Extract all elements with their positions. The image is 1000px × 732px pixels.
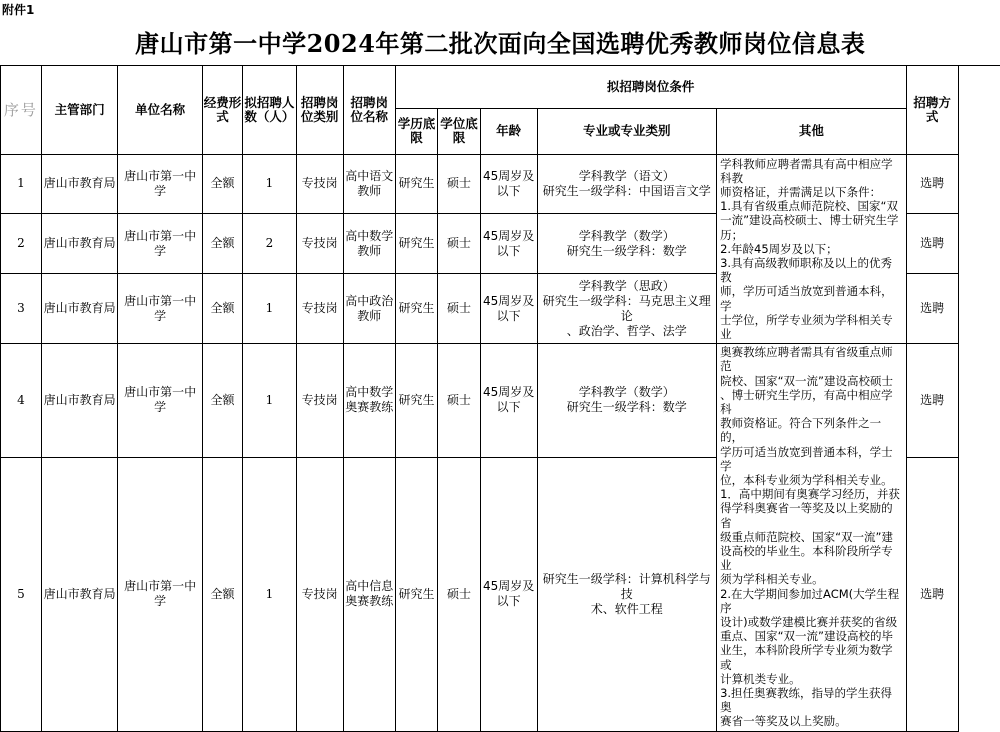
cell-department: 唐山市教育局 <box>41 214 118 274</box>
cell-method: 选聘 <box>906 154 958 214</box>
header-seq: 序号 <box>1 65 42 154</box>
header-other: 其他 <box>717 108 907 154</box>
cell-method: 选聘 <box>906 274 958 344</box>
other-line: 业生，本科阶段所学专业须为数学或 <box>720 643 903 671</box>
table-row <box>1 154 1000 214</box>
header-department: 主管部门 <box>41 65 118 154</box>
other-line: 赛省一等奖及以上奖励。 <box>720 714 903 728</box>
cell-degree: 硕士 <box>438 344 481 457</box>
attachment-row <box>1 0 1000 23</box>
cell-post-type: 专技岗 <box>296 154 343 214</box>
header-degree: 学位底限 <box>438 108 481 154</box>
cell-department: 唐山市教育局 <box>41 274 118 344</box>
other-line: 历； <box>720 228 903 242</box>
attachment-label: 附件1 <box>2 1 34 19</box>
cell-post-name: 高中信息奥赛教练 <box>343 457 395 731</box>
cell-department: 唐山市教育局 <box>41 154 118 214</box>
major-line: 研究生一级学科：计算机科学与技 <box>539 572 716 602</box>
cell-other-teacher <box>717 154 907 344</box>
cell-seq: 4 <box>1 344 42 457</box>
header-funding: 经费形式 <box>202 65 243 154</box>
other-line: 3.担任奥赛教练，指导的学生获得奥 <box>720 686 903 714</box>
other-line: 士学位，所学专业须为学科相关专业 <box>720 313 903 341</box>
other-line: 、博士研究生学历，有高中相应学科 <box>720 388 903 416</box>
cell-education: 研究生 <box>395 214 438 274</box>
major-line: 学科教学（数学） <box>539 385 716 400</box>
cell-age: 45周岁及以下 <box>480 154 537 214</box>
cell-seq: 2 <box>1 214 42 274</box>
cell-post-type: 专技岗 <box>296 274 343 344</box>
cell-post-name: 高中语文教师 <box>343 154 395 214</box>
cell-education: 研究生 <box>395 344 438 457</box>
cell-method: 选聘 <box>906 344 958 457</box>
other-line: 一流”建设高校硕士、博士研究生学 <box>720 213 903 227</box>
header-post-type: 招聘岗位类别 <box>296 65 343 154</box>
cell-seq: 1 <box>1 154 42 214</box>
other-line: 学历可适当放宽到普通本科，学士学 <box>720 445 903 473</box>
other-line: 须为学科相关专业。 <box>720 572 903 586</box>
other-line: 计算机类专业。 <box>720 672 903 686</box>
cell-major <box>537 214 717 274</box>
other-line: 师，学历可适当放宽到普通本科，学 <box>720 284 903 312</box>
cell-funding: 全额 <box>202 154 243 214</box>
cell-method: 选聘 <box>906 457 958 731</box>
cell-post-type: 专技岗 <box>296 344 343 457</box>
cell-unit: 唐山市第一中学 <box>118 274 202 344</box>
cell-seq: 5 <box>1 457 42 731</box>
other-line: 1.具有省级重点师范院校、国家“双 <box>720 199 903 213</box>
cell-post-name: 高中数学教师 <box>343 214 395 274</box>
cell-funding: 全额 <box>202 344 243 457</box>
header-unit: 单位名称 <box>118 65 202 154</box>
cell-education: 研究生 <box>395 457 438 731</box>
other-line: 2.年龄45周岁及以下； <box>720 242 903 256</box>
major-line: 学科教学（数学） <box>539 229 716 244</box>
cell-seq: 3 <box>1 274 42 344</box>
page-title: 唐山市第一中学2024年第二批次面向全国选聘优秀教师岗位信息表 <box>1 23 1000 65</box>
other-line: 设高校的毕业生。本科阶段所学专业 <box>720 544 903 572</box>
header-method: 招聘方式 <box>906 65 958 154</box>
other-line: 学科教师应聘者需具有高中相应学科教 <box>720 157 903 185</box>
header-age: 年龄 <box>480 108 537 154</box>
table-row <box>1 344 1000 457</box>
major-line: 研究生一级学科：中国语言文学 <box>539 184 716 199</box>
major-line: 研究生一级学科：数学 <box>539 244 716 259</box>
cell-degree: 硕士 <box>438 457 481 731</box>
cell-post-type: 专技岗 <box>296 457 343 731</box>
cell-funding: 全额 <box>202 274 243 344</box>
header-conditions: 拟招聘岗位条件 <box>395 65 906 108</box>
other-line: 级重点师范院校、国家“双一流”建 <box>720 530 903 544</box>
cell-department: 唐山市教育局 <box>41 457 118 731</box>
cell-major <box>537 457 717 731</box>
cell-unit: 唐山市第一中学 <box>118 154 202 214</box>
cell-funding: 全额 <box>202 214 243 274</box>
cell-age: 45周岁及以下 <box>480 344 537 457</box>
cell-method: 选聘 <box>906 214 958 274</box>
cell-count: 2 <box>243 214 296 274</box>
major-line: 术、软件工程 <box>539 602 716 617</box>
cell-unit: 唐山市第一中学 <box>118 214 202 274</box>
cell-age: 45周岁及以下 <box>480 214 537 274</box>
other-line: 设计)或数学建模比赛并获奖的省级 <box>720 615 903 629</box>
other-line: 得学科奥赛省一等奖及以上奖励的省 <box>720 501 903 529</box>
cell-degree: 硕士 <box>438 214 481 274</box>
header-spacer <box>958 65 1000 108</box>
cell-funding: 全额 <box>202 457 243 731</box>
other-line: 1．高中期间有奥赛学习经历，并获 <box>720 487 903 501</box>
cell-unit: 唐山市第一中学 <box>118 457 202 731</box>
cell-post-name: 高中数学奥赛教练 <box>343 344 395 457</box>
major-line: 、政治学、哲学、法学 <box>539 324 716 339</box>
major-line: 研究生一级学科：数学 <box>539 400 716 415</box>
header-post-name: 招聘岗位名称 <box>343 65 395 154</box>
header-count: 拟招聘人数（人） <box>243 65 296 154</box>
other-line: 2.在大学期间参加过ACM(大学生程序 <box>720 587 903 615</box>
cell-count: 1 <box>243 154 296 214</box>
other-line: 师资格证，并需满足以下条件： <box>720 185 903 199</box>
cell-age: 45周岁及以下 <box>480 457 537 731</box>
cell-post-name: 高中政治教师 <box>343 274 395 344</box>
cell-age: 45周岁及以下 <box>480 274 537 344</box>
cell-count: 1 <box>243 457 296 731</box>
other-line: 重点、国家“双一流”建设高校的毕 <box>720 629 903 643</box>
cell-count: 1 <box>243 274 296 344</box>
cell-degree: 硕士 <box>438 154 481 214</box>
other-line: 3.具有高级教师职称及以上的优秀教 <box>720 256 903 284</box>
cell-department: 唐山市教育局 <box>41 344 118 457</box>
cell-major <box>537 154 717 214</box>
cell-major <box>537 344 717 457</box>
cell-count: 1 <box>243 344 296 457</box>
other-line: 院校、国家“双一流”建设高校硕士 <box>720 374 903 388</box>
other-line: 教师资格证。符合下列条件之一的， <box>720 416 903 444</box>
major-line: 学科教学（语文） <box>539 169 716 184</box>
other-line: 奥赛教练应聘者需具有省级重点师范 <box>720 345 903 373</box>
header-education: 学历底限 <box>395 108 438 154</box>
header-major: 专业或专业类别 <box>537 108 717 154</box>
cell-other-coach <box>717 344 907 731</box>
cell-post-type: 专技岗 <box>296 214 343 274</box>
major-line: 学科教学（思政） <box>539 279 716 294</box>
other-line: 位，本科专业须为学科相关专业。 <box>720 473 903 487</box>
cell-unit: 唐山市第一中学 <box>118 344 202 457</box>
cell-education: 研究生 <box>395 154 438 214</box>
cell-degree: 硕士 <box>438 274 481 344</box>
cell-major <box>537 274 717 344</box>
major-line: 研究生一级学科：马克思主义理论 <box>539 294 716 324</box>
cell-education: 研究生 <box>395 274 438 344</box>
